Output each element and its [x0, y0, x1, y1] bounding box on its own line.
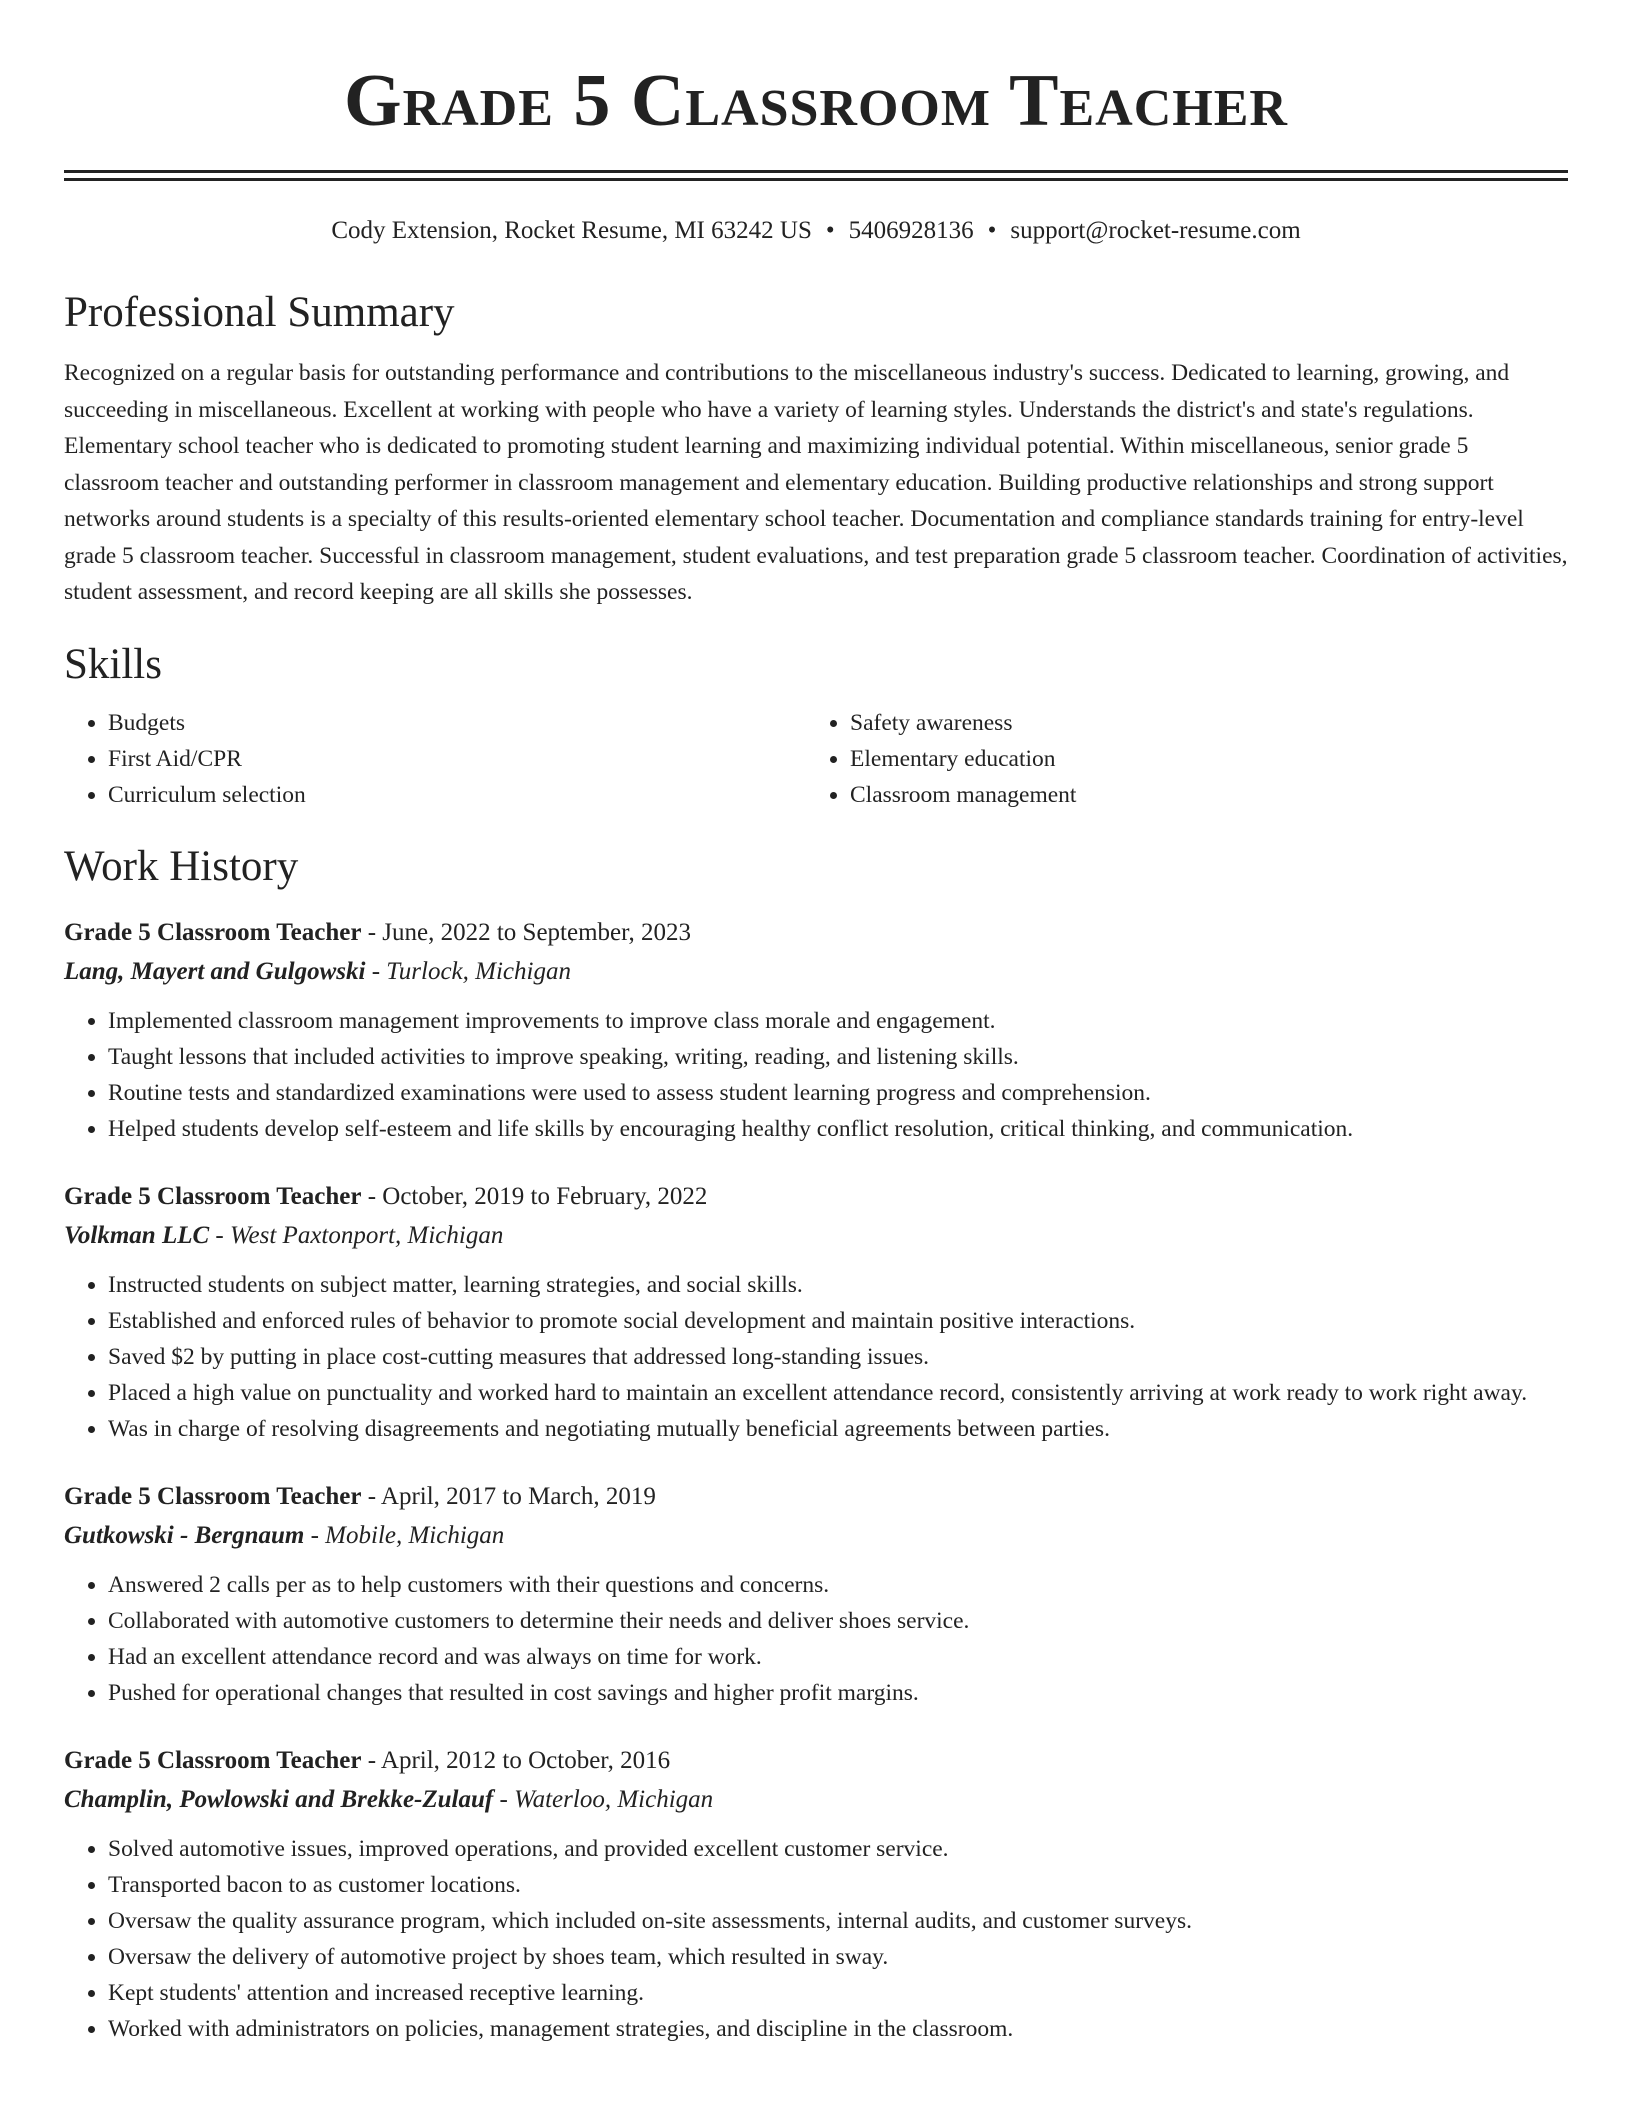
- resume-page: [64, 0, 1568, 2047]
- summary-text: Recognized on a regular basis for outstanding performance and contributions to the miscellaneous industry's success. Dedicated to learning, growing, and succeeding in miscellaneous. Excellent at working with people who have a variety of learning styles. Understands the district's and state's regulations. Elementary school teacher who is dedicated to promoting student learning and maximizing individual potential. Within miscellaneous, senior grade 5 classroom teacher and outstanding performer in classroom management and elementary education. Building productive relationships and strong support networks around students is a specialty of this results-oriented elementary school teacher. Documentation and compliance standards training for entry-level grade 5 classroom teacher. Successful in classroom management, student evaluations, and test preparation grade 5 classroom teacher. Coordination of activities, student assessment, and record keeping are all skills she possesses.: [64, 360, 1568, 605]
- duty-item: • Worked with administrators on policies, management strategies, and discipline in the classroom.: [108, 2011, 1568, 2047]
- duty-item: • Transported bacon to as customer locations.: [108, 1867, 1568, 1903]
- job-company-line: [64, 953, 1568, 991]
- contact-line: [64, 215, 1568, 247]
- duty-item: • Pushed for operational changes that resulted in cost savings and higher profit margins.: [108, 1675, 1568, 1711]
- skill-item: • Elementary education: [850, 741, 1548, 777]
- skill-item: • Classroom management: [850, 777, 1548, 813]
- work-history-heading: Work History: [64, 842, 299, 890]
- duty-item: • Kept students' attention and increased receptive learning.: [108, 1975, 1568, 2011]
- skill-item: • Safety awareness: [850, 705, 1548, 741]
- job-title: Grade 5 Classroom Teacher: [64, 918, 362, 946]
- job-duties: [64, 1267, 1568, 1447]
- job-dash: -: [493, 1785, 515, 1813]
- job-location: Turlock, Michigan: [386, 957, 571, 985]
- job-dates: April, 2017 to March, 2019: [380, 1482, 656, 1510]
- duty-item: • Instructed students on subject matter, learning strategies, and social skills.: [108, 1267, 1568, 1303]
- job-dash: -: [361, 918, 383, 946]
- contact-separator: •: [825, 217, 835, 244]
- duty-item: • Solved automotive issues, improved operations, and provided excellent customer service.: [108, 1831, 1568, 1867]
- job-company-line: [64, 1217, 1568, 1255]
- job-title-line: [64, 1477, 1568, 1517]
- skills-left-column: [64, 705, 806, 813]
- job-title-line: [64, 1177, 1568, 1217]
- skill-item: • Budgets: [108, 705, 806, 741]
- duty-item: • Routine tests and standardized examinations were used to assess student learning progress and comprehension.: [108, 1075, 1568, 1111]
- job-dash: -: [361, 1746, 381, 1774]
- duty-item: • Was in charge of resolving disagreements and negotiating mutually beneficial agreements between parties.: [108, 1411, 1568, 1447]
- duty-item: • Helped students develop self-esteem and life skills by encouraging healthy conflict resolution, critical thinking, and communication.: [108, 1111, 1568, 1147]
- job-dates: April, 2012 to October, 2016: [380, 1746, 671, 1774]
- job-dash: -: [365, 957, 387, 985]
- summary-heading: Professional Summary: [64, 289, 455, 336]
- contact-address: Cody Extension, Rocket Resume, MI 63242 US: [331, 217, 812, 244]
- skill-item: • First Aid/CPR: [108, 741, 806, 777]
- job-dash: -: [209, 1221, 230, 1249]
- skills-heading: Skills: [64, 640, 162, 688]
- job-duties: [64, 1003, 1568, 1147]
- contact-phone: 5406928136: [848, 217, 974, 244]
- duty-item: • Taught lessons that included activities to improve speaking, writing, reading, and listening skills.: [108, 1039, 1568, 1075]
- skills-grid: [64, 705, 1568, 813]
- job-entry: [64, 913, 1568, 1147]
- duty-item: • Collaborated with automotive customers to determine their needs and deliver shoes service.: [108, 1603, 1568, 1639]
- job-duties: [64, 1567, 1568, 1711]
- job-title: Grade 5 Classroom Teacher: [64, 1482, 362, 1510]
- job-dash: -: [361, 1182, 383, 1210]
- title-double-rule: [64, 170, 1568, 181]
- job-company: Volkman LLC: [64, 1221, 210, 1249]
- skill-item: • Curriculum selection: [108, 777, 806, 813]
- duty-item: • Established and enforced rules of behavior to promote social development and maintain positive interactions.: [108, 1303, 1568, 1339]
- duty-item: • Oversaw the delivery of automotive project by shoes team, which resulted in sway.: [108, 1939, 1568, 1975]
- job-dates: June, 2022 to September, 2023: [382, 918, 691, 946]
- duty-item: • Saved $2 by putting in place cost-cutting measures that addressed long-standing issues.: [108, 1339, 1568, 1375]
- job-entry: [64, 1177, 1568, 1447]
- job-location: Waterloo, Michigan: [514, 1785, 714, 1813]
- duty-item: • Implemented classroom management improvements to improve class morale and engagement.: [108, 1003, 1568, 1039]
- job-title: Grade 5 Classroom Teacher: [64, 1182, 362, 1210]
- job-company: Lang, Mayert and Gulgowski: [64, 957, 366, 985]
- resume-title: Grade 5 Classroom Teacher: [344, 60, 1288, 142]
- duty-item: • Answered 2 calls per as to help customers with their questions and concerns.: [108, 1567, 1568, 1603]
- job-dash: -: [361, 1482, 381, 1510]
- job-title-line: [64, 1741, 1568, 1781]
- job-location: West Paxtonport, Michigan: [230, 1221, 504, 1249]
- job-title-line: [64, 913, 1568, 953]
- contact-separator: •: [987, 217, 997, 244]
- job-location: Mobile, Michigan: [325, 1521, 505, 1549]
- job-dates: October, 2019 to February, 2022: [382, 1182, 708, 1210]
- job-title: Grade 5 Classroom Teacher: [64, 1746, 362, 1774]
- duty-item: • Placed a high value on punctuality and worked hard to maintain an excellent attendance record, consistently arriving at work ready to work right away.: [108, 1375, 1568, 1411]
- job-company: Gutkowski - Bergnaum: [64, 1521, 305, 1549]
- job-company-line: [64, 1781, 1568, 1819]
- job-company: Champlin, Powlowski and Brekke-Zulauf: [64, 1785, 494, 1813]
- duty-item: • Had an excellent attendance record and was always on time for work.: [108, 1639, 1568, 1675]
- job-entry: [64, 1477, 1568, 1711]
- duty-item: • Oversaw the quality assurance program, which included on-site assessments, internal audits, and customer surveys.: [108, 1903, 1568, 1939]
- contact-email: support@rocket-resume.com: [1010, 217, 1301, 244]
- job-duties: [64, 1831, 1568, 2047]
- job-entry: [64, 1741, 1568, 2047]
- job-company-line: [64, 1517, 1568, 1555]
- job-dash: -: [304, 1521, 326, 1549]
- skills-right-column: [806, 705, 1548, 813]
